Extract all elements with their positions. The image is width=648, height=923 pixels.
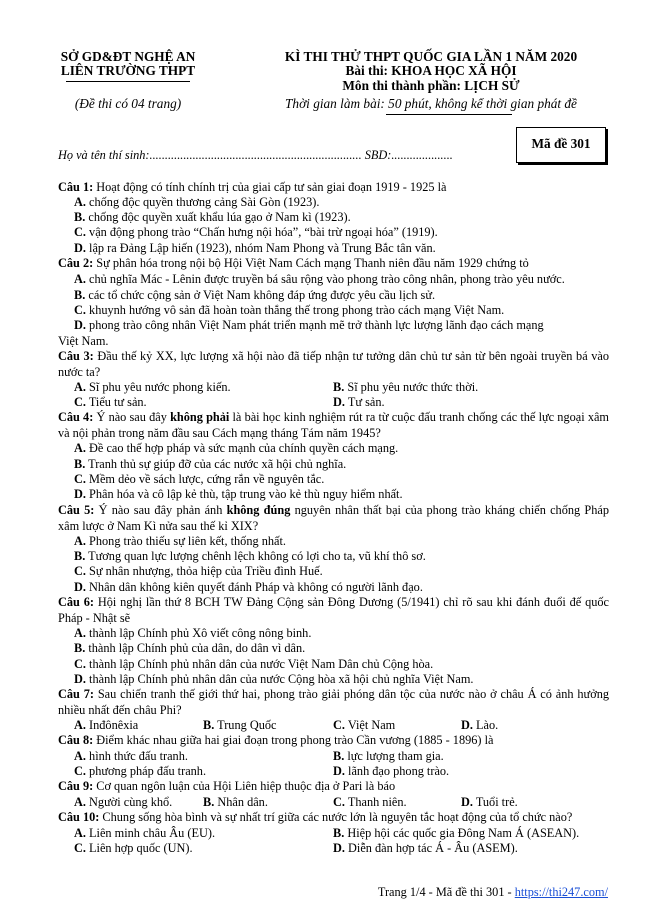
question-7 <box>58 687 609 718</box>
question-stem: Sự phân hóa trong nội bộ Hội Việt Nam Cách mạng Thanh niên đầu năm 1929 chứng tỏ <box>93 256 529 270</box>
option-2b: B. các tổ chức cộng sản ở Việt Nam không đáp ứng được yêu cầu lịch sử. <box>74 288 436 302</box>
page-count-note: (Đề thi có 04 trang) <box>74 96 182 111</box>
option-6c: C. thành lập Chính phủ nhân dân của nước Việt Nam Dân chủ Cộng hòa. <box>74 657 434 671</box>
option-1a: A. chống độc quyền thương cảng Sài Gòn (1923). <box>74 195 320 209</box>
option-2d: D. phong trào công nhân Việt Nam phát triển mạnh mẽ trở thành lực lượng lãnh đạo cách mạng <box>74 318 544 332</box>
option-1d: D. lập ra Đảng Lập hiến (1923), nhóm Nam Phong và Trung Bắc tân văn. <box>74 241 436 255</box>
option-5d: D. Nhân dân không kiên quyết đánh Pháp và không có người lãnh đạo. <box>74 580 423 594</box>
question-9 <box>58 779 609 795</box>
exam-code: Mã đề 301 <box>531 136 591 151</box>
option-9a: A. Người cùng khổ. <box>74 795 173 809</box>
option-4b: B. Tranh thủ sự giúp đỡ của các nước xã hội chủ nghĩa. <box>74 457 347 471</box>
option-8d: D. lãnh đạo phong trào. <box>333 764 450 778</box>
question-10 <box>58 810 609 826</box>
option-4c: C. Mềm dẻo về sách lược, cứng rắn về nguyên tắc. <box>74 472 325 486</box>
page-footer <box>378 885 608 900</box>
option-9d: D. Tuổi trẻ. <box>461 795 518 809</box>
question-stem: Chung sống hòa bình và sự nhất trí giữa các nước lớn là nguyên tắc hoạt động của tổ chức nào? <box>99 810 573 824</box>
option-10a: A. Liên minh châu Âu (EU). <box>74 826 216 840</box>
option-6d: D. thành lập Chính phủ nhân dân của nước Cộng hòa xã hội chủ nghĩa Việt Nam. <box>74 672 474 686</box>
option-2d-continuation: Việt Nam. <box>58 334 109 348</box>
option-2c: C. khuynh hướng vô sản đã hoàn toàn thắng thế trong phong trào cách mạng Việt Nam. <box>74 303 505 317</box>
question-number: Câu 2: <box>58 256 94 270</box>
option-4a: A. Đề cao thế hợp pháp và sức mạnh của chính quyền cách mạng. <box>74 441 399 455</box>
question-6 <box>58 595 609 626</box>
option-8b: B. lực lượng tham gia. <box>333 749 444 763</box>
question-number: Câu 4: <box>58 410 94 424</box>
question-3 <box>58 349 609 380</box>
question-stem: Đầu thế kỷ XX, lực lượng xã hội nào đã tiếp nhận tư tưởng dân chủ tư sản từ bên ngoài truyền bá vào nước ta? <box>58 349 610 379</box>
question-number: Câu 7: <box>58 687 94 701</box>
option-9c: C. Thanh niên. <box>333 795 407 809</box>
option-5a: A. Phong trào thiếu sự liên kết, thống nhất. <box>74 534 286 548</box>
option-3a: A. Sĩ phu yêu nước phong kiến. <box>74 380 231 394</box>
option-7d: D. Lào. <box>461 718 499 732</box>
option-10b: B. Hiệp hội các quốc gia Đông Nam Á (ASEAN). <box>333 826 580 840</box>
question-8 <box>58 733 609 749</box>
header-underline-left <box>66 81 190 82</box>
exam-subject: Bài thi: KHOA HỌC XÃ HỘI <box>345 63 517 78</box>
option-7c: C. Việt Nam <box>333 718 396 732</box>
question-stem: Điểm khác nhau giữa hai giai đoạn trong phong trào Cần vương (1885 - 1896) là <box>93 733 494 747</box>
option-1b: B. chống độc quyền xuất khẩu lúa gạo ở Nam kì (1923). <box>74 210 351 224</box>
question-stem: Hoạt động có tính chính trị của giai cấp tư sản giai đoạn 1919 - 1925 là <box>93 180 447 194</box>
department-name: SỞ GD&ĐT NGHỆ AN <box>60 49 196 64</box>
footer-link[interactable]: https://thi247.com/ <box>514 885 608 899</box>
question-1 <box>58 180 609 196</box>
option-9b: B. Nhân dân. <box>203 795 268 809</box>
question-stem: Cơ quan ngôn luận của Hội Liên hiệp thuộc địa ở Pari là báo <box>93 779 396 793</box>
question-number: Câu 9: <box>58 779 94 793</box>
exam-title: KÌ THI THỬ THPT QUỐC GIA LẦN 1 NĂM 2020 <box>284 49 578 64</box>
option-3b: B. Sĩ phu yêu nước thức thời. <box>333 380 479 394</box>
option-3d: D. Tư sản. <box>333 395 385 409</box>
question-stem: Sau chiến tranh thế giới thứ hai, phong trào giải phóng dân tộc của nước nào ở châu Á có ảnh hưởng nhiều nhất đến châu Phi? <box>58 687 609 717</box>
option-5c: C. Sự nhân nhượng, thỏa hiệp của Triều đình Huế. <box>74 564 323 578</box>
emphasis-text: không đúng <box>226 503 291 517</box>
question-stem: Hội nghị lần thứ 8 BCH TW Đảng Cộng sản Đông Dương (5/1941) chỉ rõ sau khi đánh đuổi đế quốc Pháp - Nhật sẽ <box>58 595 609 625</box>
question-number: Câu 6: <box>58 595 94 609</box>
emphasis-text: không phải <box>170 410 230 424</box>
option-8a: A. hình thức đấu tranh. <box>74 749 188 763</box>
option-1c: C. vận động phong trào “Chấn hưng nội hóa”, “bài trừ ngoại hóa” (1919). <box>74 225 438 239</box>
header-underline-right <box>386 114 512 115</box>
option-6a: A. thành lập Chính phủ Xô viết công nông binh. <box>74 626 312 640</box>
question-number: Câu 1: <box>58 180 94 194</box>
question-number: Câu 5: <box>58 503 95 517</box>
option-10d: D. Diễn đàn hợp tác Á - Âu (ASEM). <box>333 841 518 855</box>
option-4d: D. Phân hóa và cô lập kẻ thù, tập trung vào kẻ thù nguy hiểm nhất. <box>74 487 403 501</box>
footer-text: Trang 1/4 - Mã đề thi 301 - <box>377 885 515 899</box>
question-2 <box>58 256 609 272</box>
option-7b: B. Trung Quốc <box>203 718 277 732</box>
option-6b: B. thành lập Chính phủ của dân, do dân vì dân. <box>74 641 306 655</box>
option-2a: A. chủ nghĩa Mác - Lênin được truyền bá sâu rộng vào phong trào công nhân, phong trào yêu nước. <box>74 272 565 286</box>
question-number: Câu 3: <box>58 349 94 363</box>
option-5b: B. Tương quan lực lượng chênh lệch không có lợi cho ta, vũ khí thô sơ. <box>74 549 426 563</box>
option-3c: C. Tiểu tư sản. <box>74 395 147 409</box>
question-5: Câu 5: Ý nào sau đây phản ánh không đúng nguyên nhân thất bại của phong trào kháng chiến chống Pháp xâm lược ở Nam Kì nửa sau thế kỉ XIX? <box>58 503 609 533</box>
option-8c: C. phương pháp đấu tranh. <box>74 764 207 778</box>
option-7a: A. Inđônêxia <box>74 718 139 732</box>
time-note: Thời gian làm bài: 50 phút, không kể thời gian phát đề <box>285 96 577 111</box>
question-4: Câu 4: Ý nào sau đây không phải là bài học kinh nghiệm rút ra từ cuộc đấu tranh chống các thế lực ngoại xâm và nội phản trong năm đầu sau Cách mạng tháng Tám năm 1945? <box>58 410 609 440</box>
question-number: Câu 8: <box>58 733 94 747</box>
exam-component: Môn thi thành phần: LỊCH SỬ <box>342 78 520 93</box>
question-number: Câu 10: <box>58 810 100 824</box>
school-name: LIÊN TRƯỜNG THPT <box>60 63 196 78</box>
option-10c: C. Liên hợp quốc (UN). <box>74 841 193 855</box>
candidate-info-line: Họ và tên thí sinh:..................................................................... SBD:.................... <box>58 148 453 162</box>
